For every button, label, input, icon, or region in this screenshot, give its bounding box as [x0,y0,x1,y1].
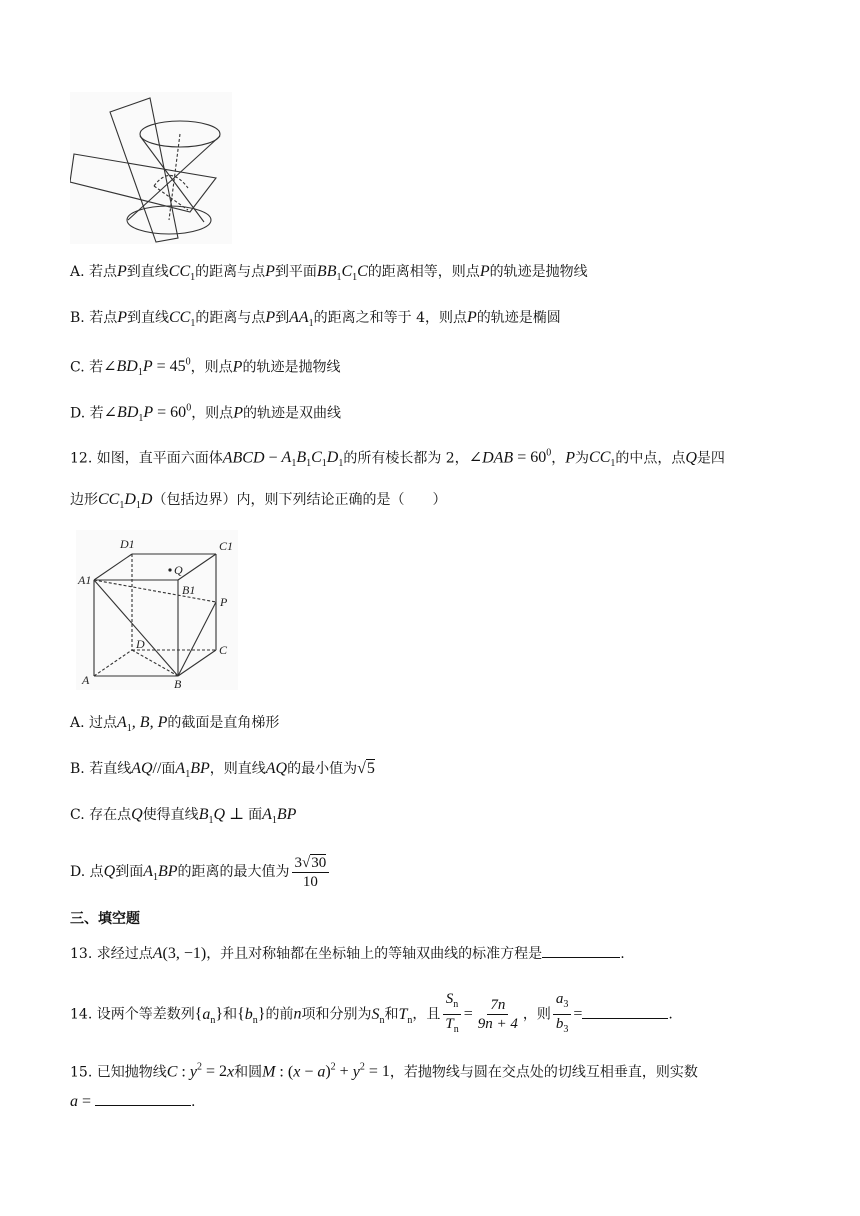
q12-stem-line2: 边形$CC_1D_1D$（包括边界）内，则下列结论正确的是（ ） [70,491,447,512]
answer-blank [582,1018,668,1019]
q12-option-b: B. 若直线AQ//面$A_1BP$，则直线AQ的最小值为√5 [70,760,375,781]
label-a1: A1 [78,573,92,587]
q11-option-c: C. 若$\angle BD_1P = 45^0$，则点P的轨迹是抛物线 [70,357,341,379]
label-b1: B1 [182,583,196,597]
q12-option-d: D. 点Q到面$A_1BP$的距离的最大值为 $\frac{3√30}{10}$ [70,852,331,898]
q11-option-b: B. 若点P到直线$CC_1$的距离与点P到$AA_1$的距离之和等于 4，则点P的轨迹是椭圆 [70,309,561,330]
label-c: C [219,643,228,657]
label-d1: D1 [120,537,135,551]
q14: 14. 设两个等差数列$\{a_n\}$和$\{b_n\}$的前n项和分别为$S_n$和$T_n$，且 $\frac{S_n}{T_n}$ = $\frac{7n}{9n + 4}$ ，则 $\frac{a_3}{b_3}$ = . [70,991,673,1035]
label-c1: C1 [219,539,234,553]
q15-line2: a = . [70,1093,196,1110]
q12-option-a: A. 过点$A_1$, B, P的截面是直角梯形 [70,714,280,735]
answer-blank [95,1105,191,1106]
hexahedron-figure [76,530,238,690]
q12-stem-line1: 12. 如图，直平面六面体ABCD − $A_1B_1C_1D_1$的所有棱长都为 2，∠DAB = $60^0$，P为$CC_1$的中点，点Q是四 [70,448,725,470]
cone-plane-figure [70,92,232,244]
q13: 13. 求经过点A(3, −1)，并且对称轴都在坐标轴上的等轴双曲线的标准方程是 . [70,945,625,962]
answer-blank [542,957,620,958]
section-fill-in: 三、填空题 [70,911,140,927]
q15-line1: 15. 已知抛物线C : $y^2 = 2x$和圆M : $(x - a)^2 + y^2 = 1$，若抛物线与圆在交点处的切线互相垂直，则实数 [70,1062,698,1081]
label-p: P [220,595,228,609]
label-b: B [174,677,182,690]
q11-option-d: D. 若$\angle BD_1P = 60^0$，则点P的轨迹是双曲线 [70,403,341,425]
q11-option-a: A. 若点P到直线$CC_1$的距离与点P到平面$BB_1C_1C$的距离相等，则点P的轨迹是抛物线 [70,263,588,284]
label-a: A [82,673,90,687]
q12-option-c: C. 存在点Q使得直线$B_1Q$ ⊥ 面$A_1BP$ [70,806,297,827]
label-d: D [136,637,145,651]
label-q: Q [174,563,183,577]
fraction-3sqrt30-over-10: $\frac{3√30}{10}$ [292,854,330,891]
